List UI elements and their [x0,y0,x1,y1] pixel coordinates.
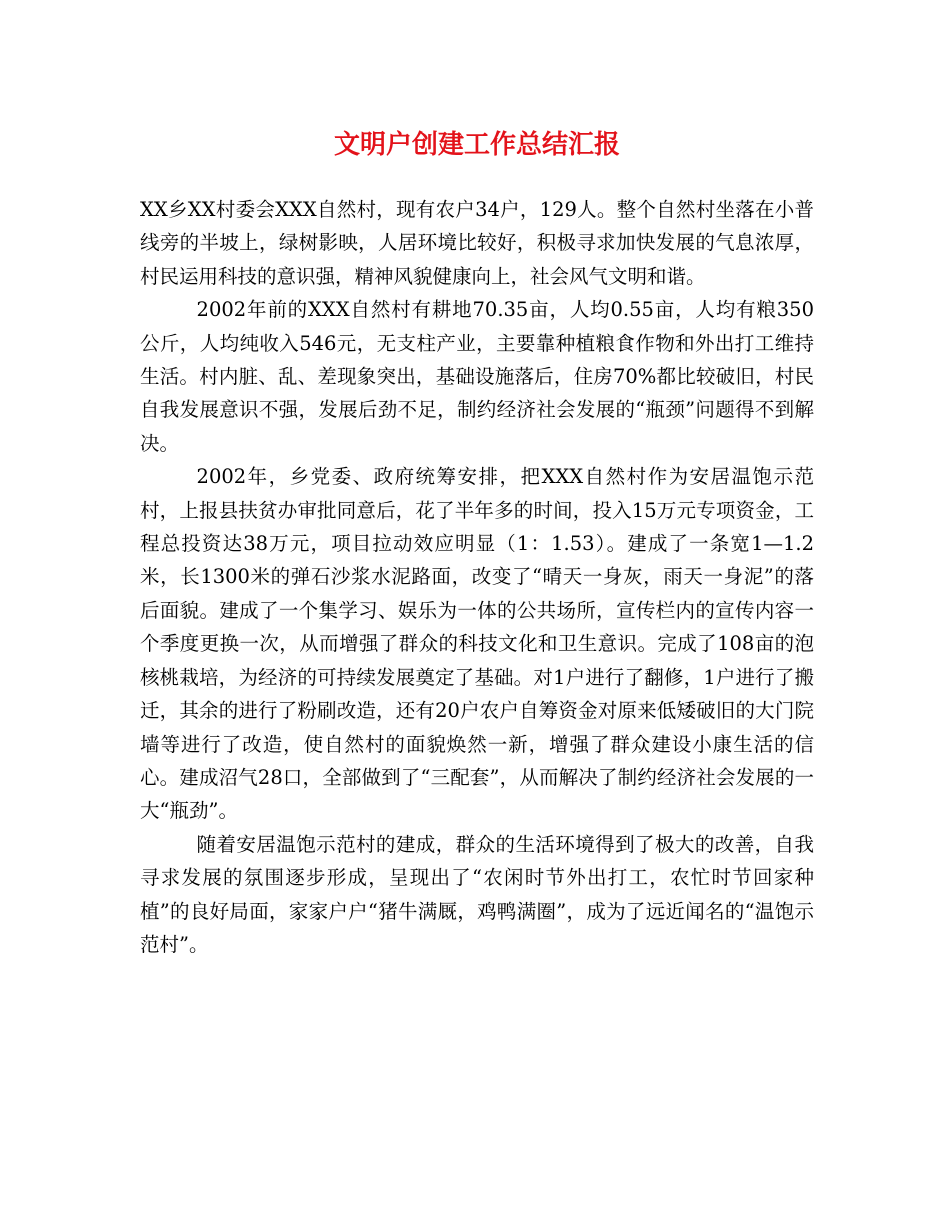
paragraph-result: 随着安居温饱示范村的建成，群众的生活环境得到了极大的改善，自我寻求发展的氛围逐步形成，呈现出了“农闲时节外出打工，农忙时节回家种植”的良好局面，家家户户“猪牛满厩，鸡鸭满圈”，成为了远近闻名的“温饱示范村”。 [140,832,814,956]
document-page [140,125,814,961]
paragraph-2002-project: 2002年，乡党委、政府统筹安排，把XXX自然村作为安居温饱示范村，上报县扶贫办审批同意后，花了半年多的时间，投入15万元专项资金，工程总投资达38万元，项目拉动效应明显（1：1.53）。建成了一条宽1—1.2米，长1300米的弹石沙浆水泥路面，改变了“晴天一身灰，雨天一身泥”的落后面貌。建成了一个集学习、娱乐为一体的公共场所，宣传栏内的宣传内容一个季度更换一次，从而增强了群众的科技文化和卫生意识。完成了108亩的泡核桃栽培，为经济的可持续发展奠定了基础。对1户进行了翻修，1户进行了搬迁，其余的进行了粉刷改造，还有20户农户自筹资金对原来低矮破旧的大门院墙等进行了改造，使自然村的面貌焕然一新，增强了群众建设小康生活的信心。建成沼气28口，全部做到了“三配套”，从而解决了制约经济社会发展的一大“瓶劲”。 [140,465,814,823]
paragraph-before-2002: 2002年前的XXX自然村有耕地70.35亩，人均0.55亩，人均有粮350公斤，人均纯收入546元，无支柱产业，主要靠种植粮食作物和外出打工维持生活。村内脏、乱、差现象突出，基础设施落后，住房70%都比较破旧，村民自我发展意识不强，发展后劲不足，制约经济社会发展的“瓶颈”问题得不到解决。 [140,298,814,455]
document-title: 文明户创建工作总结汇报 [333,130,620,160]
paragraph-intro: XX乡XX村委会XXX自然村，现有农户34户，129人。整个自然村坐落在小普线旁的半坡上，绿树影映，人居环境比较好，积极寻求加快发展的气息浓厚，村民运用科技的意识强，精神风貌健康向上，社会风气文明和谐。 [140,198,814,288]
